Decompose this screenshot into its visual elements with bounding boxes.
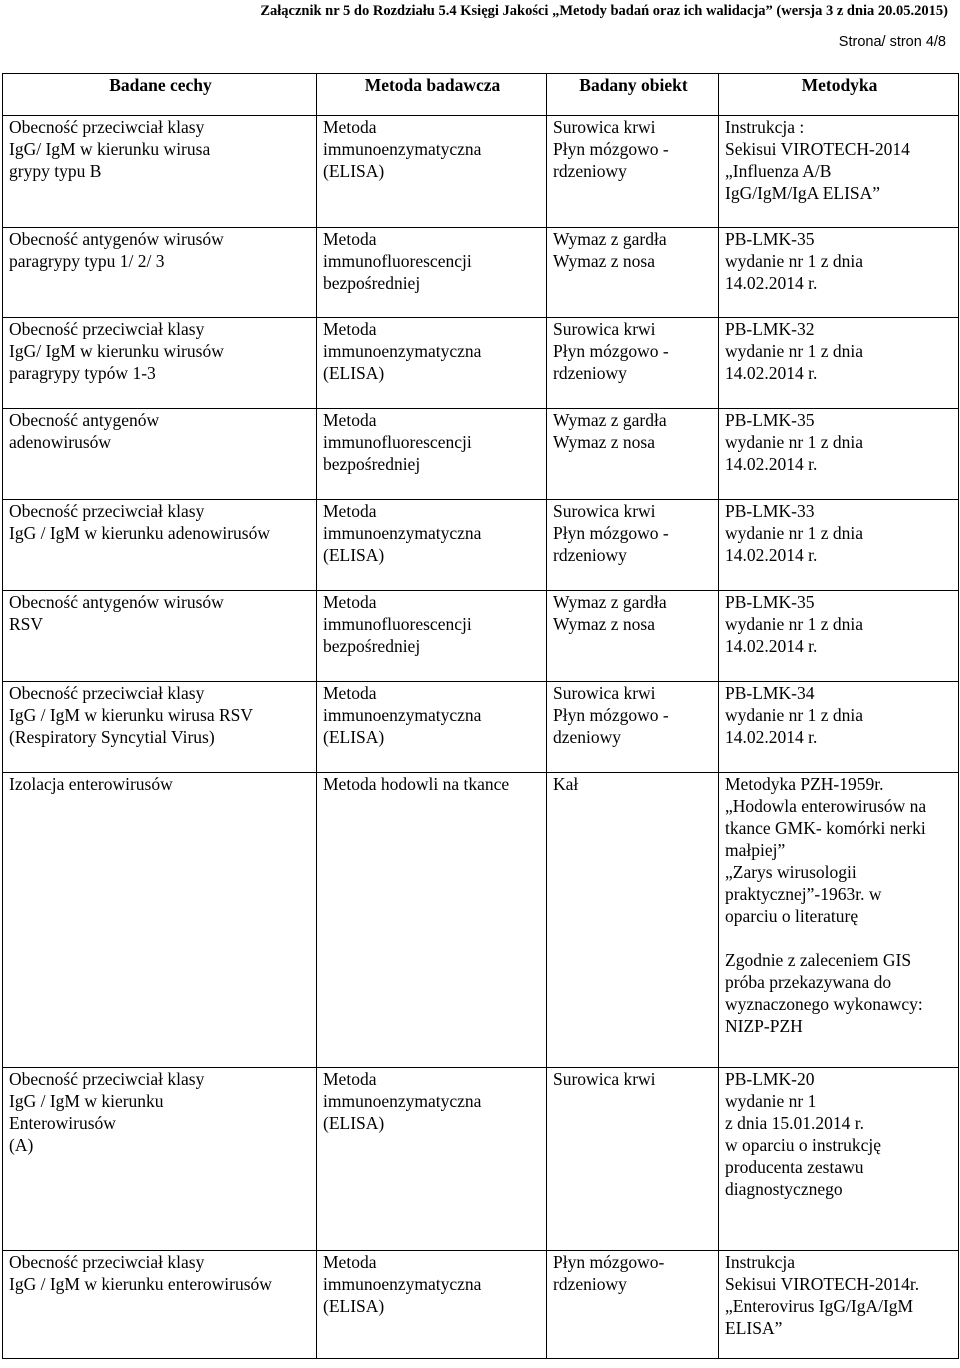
feature-cell: Obecność przeciwciał klasy IgG / IgM w kierunku wirusa RSV (Respiratory Syncytial Virus) xyxy=(3,682,317,773)
methodology-cell xyxy=(719,773,959,1068)
method-cell: Metoda immunoenzymatyczna (ELISA) xyxy=(317,318,547,409)
sample-cell: Surowica krwi Płyn mózgowo - rdzeniowy xyxy=(547,318,719,409)
method-cell: Metoda immunofluorescencji bezpośredniej xyxy=(317,591,547,682)
column-header-method: Metoda badawcza xyxy=(317,74,547,116)
feature-cell: Obecność przeciwciał klasy IgG / IgM w kierunku enterowirusów xyxy=(3,1251,317,1359)
table-row xyxy=(3,773,959,1068)
method-cell: Metoda hodowli na tkance xyxy=(317,773,547,1068)
methodology-note: Zgodnie z zaleceniem GIS próba przekazywana do wyznaczonego wykonawcy: NIZP-PZH xyxy=(725,950,923,1036)
feature-cell: Obecność antygenów wirusów RSV xyxy=(3,591,317,682)
sample-cell: Kał xyxy=(547,773,719,1068)
table-row xyxy=(3,1251,959,1359)
document-reference: Załącznik nr 5 do Rozdziału 5.4 Księgi Jakości „Metody badań oraz ich walidacja” (wersja 3 z dnia 20.05.2015) xyxy=(260,3,948,19)
table-row xyxy=(3,116,959,228)
table-row xyxy=(3,682,959,773)
methodology-cell: Instrukcja : Sekisui VIROTECH-2014 „Influenza A/B IgG/IgM/IgA ELISA” xyxy=(719,116,959,228)
table-header-row xyxy=(3,74,959,116)
table-row xyxy=(3,409,959,500)
sample-cell: Wymaz z gardła Wymaz z nosa xyxy=(547,228,719,318)
methodology-cell: PB-LMK-35 wydanie nr 1 z dnia 14.02.2014 r. xyxy=(719,228,959,318)
method-cell: Metoda immunofluorescencji bezpośredniej xyxy=(317,409,547,500)
sample-cell: Surowica krwi Płyn mózgowo - rdzeniowy xyxy=(547,116,719,228)
methodology-cell: PB-LMK-34 wydanie nr 1 z dnia 14.02.2014 r. xyxy=(719,682,959,773)
column-header-sample: Badany obiekt xyxy=(547,74,719,116)
method-cell: Metoda immunoenzymatyczna (ELISA) xyxy=(317,116,547,228)
method-cell: Metoda immunoenzymatyczna (ELISA) xyxy=(317,500,547,591)
table-row xyxy=(3,591,959,682)
method-cell: Metoda immunofluorescencji bezpośredniej xyxy=(317,228,547,318)
method-cell: Metoda immunoenzymatyczna (ELISA) xyxy=(317,1068,547,1251)
table-row xyxy=(3,1068,959,1251)
methodology-cell: Instrukcja Sekisui VIROTECH-2014r. „Enterovirus IgG/IgA/IgM ELISA” xyxy=(719,1251,959,1359)
column-header-methodology: Metodyka xyxy=(719,74,959,116)
feature-cell: Obecność przeciwciał klasy IgG / IgM w kierunku Enterowirusów (A) xyxy=(3,1068,317,1251)
column-header-feature: Badane cechy xyxy=(3,74,317,116)
sample-cell: Surowica krwi xyxy=(547,1068,719,1251)
methods-table xyxy=(2,73,959,1359)
page-indicator: Strona/ stron 4/8 xyxy=(838,34,946,50)
feature-cell: Obecność przeciwciał klasy IgG / IgM w kierunku adenowirusów xyxy=(3,500,317,591)
table-row xyxy=(3,228,959,318)
methodology-cell: PB-LMK-32 wydanie nr 1 z dnia 14.02.2014 r. xyxy=(719,318,959,409)
sample-cell: Wymaz z gardła Wymaz z nosa xyxy=(547,591,719,682)
methodology-cell: PB-LMK-33 wydanie nr 1 z dnia 14.02.2014 r. xyxy=(719,500,959,591)
feature-cell: Obecność antygenów wirusów paragrypy typu 1/ 2/ 3 xyxy=(3,228,317,318)
method-cell: Metoda immunoenzymatyczna (ELISA) xyxy=(317,682,547,773)
feature-cell: Izolacja enterowirusów xyxy=(3,773,317,1068)
feature-cell: Obecność przeciwciał klasy IgG/ IgM w kierunku wirusów paragrypy typów 1-3 xyxy=(3,318,317,409)
methodology-cell: PB-LMK-20 wydanie nr 1 z dnia 15.01.2014 r. w oparciu o instrukcję producenta zestawu diagnostycznego xyxy=(719,1068,959,1251)
feature-cell: Obecność przeciwciał klasy IgG/ IgM w kierunku wirusa grypy typu B xyxy=(3,116,317,228)
sample-cell: Surowica krwi Płyn mózgowo - dzeniowy xyxy=(547,682,719,773)
sample-cell: Wymaz z gardła Wymaz z nosa xyxy=(547,409,719,500)
table-row xyxy=(3,318,959,409)
method-cell: Metoda immunoenzymatyczna (ELISA) xyxy=(317,1251,547,1359)
feature-cell: Obecność antygenów adenowirusów xyxy=(3,409,317,500)
table-row xyxy=(3,500,959,591)
methodology-text: Metodyka PZH-1959r. „Hodowla enterowirusów na tkance GMK- komórki nerki małpiej” „Zarys wirusologii praktycznej”-1963r. w oparciu o literaturę xyxy=(725,774,927,926)
methodology-cell: PB-LMK-35 wydanie nr 1 z dnia 14.02.2014 r. xyxy=(719,591,959,682)
methodology-cell: PB-LMK-35 wydanie nr 1 z dnia 14.02.2014 r. xyxy=(719,409,959,500)
sample-cell: Płyn mózgowo- rdzeniowy xyxy=(547,1251,719,1359)
sample-cell: Surowica krwi Płyn mózgowo - rdzeniowy xyxy=(547,500,719,591)
